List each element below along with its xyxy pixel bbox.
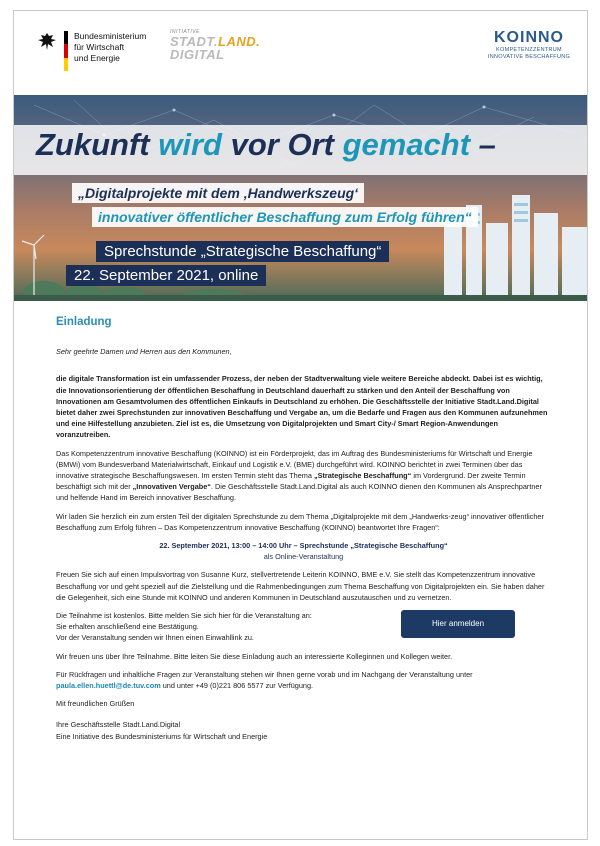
bmwi-line-1: Bundesministerium — [74, 31, 147, 41]
paragraph-invite: Wir laden Sie herzlich ein zum ersten Teil der digitalen Sprechstunde zu dem Thema „Digitalprojekte mit dem „Handwerks-zeug“ innovativer öffentlicher Beschaffung zum Erfolg führen – Das Kompetenzzentrum innovative Beschaffung (KOINNO) beantwortet Ihre Fragen“: — [56, 511, 544, 532]
p2-text-a: Das Kompetenzzentrum innovative Beschaffung (KOINNO) ist ein Förderprojekt, das im Auftrag des Bundesministeriums für Wirtschaft und Energie (BMWi) vom Bundesverband Materialwirtschaft, Einkauf und Logistik e.V. (BME) durchgeführt wird. KOINNO berichtet in zwei Terminen über das innovative strategische Beschaffungswesen. Im ersten Termin steht das Thema — [56, 448, 533, 481]
title-part-a: Zukunft — [36, 127, 159, 162]
stadt-land-digital-logo — [170, 29, 261, 69]
paragraph-koinno — [56, 448, 551, 504]
hero-tag-session: Sprechstunde „Strategische Beschaffung“ — [96, 241, 389, 262]
paragraph-speaker: Freuen Sie sich auf einen Impulsvortrag von Susanne Kurz, stellvertretende Leiterin KOINNO, BME e.V. Sie stellt das Kompetenzzentrum innovative Beschaffung vor und geht speziell auf die Zielstellung und die Rahmenbedingungen zum Thema Beschaffung von Digitalprojekten ein. Sie haben daher die Gelegenheit, sich eine Stunde mit KOINNO und anderen Kommunen in Deutschland auszutauschen und zu vernetzen. — [56, 570, 545, 602]
register-button[interactable]: Hier anmelden — [401, 610, 515, 638]
event-details — [56, 540, 551, 562]
ssl-line2: DIGITAL — [170, 47, 225, 62]
p2-innovative: „Innovativen Vergabe“ — [132, 482, 211, 492]
hero-banner — [14, 95, 588, 301]
title-part-e: – — [470, 127, 496, 162]
title-part-d: gemacht — [342, 127, 471, 162]
paragraph-intro: die digitale Transformation ist ein umfassender Prozess, der neben der Stadtverwaltung viele weitere Bereiche abdeckt. Dabei ist es wichtig, die Innovationsorientierung der öffentlichen Beschaffung in Deutschland dauerhaft zu stärken und den Anteil der Beschaffung von Innovationen am Gesamtvolumen des öffentlichen Einkaufs in Deutschland zu erhöhen. Die Geschäftsstelle der Initiative Stadt.Land.Digital bietet daher zwei Sprechstunden zur innovativen Beschaffung und Vergabe an, um die Bedarfe und Fragen aus den Kommunen aufzunehmen und eine Hilfestellung anzubieten. Ziel ist es, die Umsetzung von Digitalprojekten und Smart City-/ Smart Region-Anwendungen voranzutreiben. — [56, 374, 548, 440]
event-line: 22. September 2021, 13:00 – 14:00 Uhr – Sprechstunde „Strategische Beschaffung“ — [159, 541, 448, 551]
flag-icon — [64, 31, 68, 71]
p2-text-c: im Vordergrund. Der zweite Termin beschäftigt sich mit der — [56, 471, 526, 492]
p6-text-a: Für Rückfragen und inhaltliche Fragen zur Veranstaltung stehen wir Ihnen gerne vorab und im Nachgang der Veranstaltung unter — [56, 669, 473, 679]
koinno-sub2: INNOVATIVE BESCHAFFUNG — [487, 54, 571, 60]
registration-block — [56, 610, 551, 644]
title-part-b: wird — [158, 127, 222, 162]
paragraph-contact — [56, 669, 551, 691]
koinno-logo — [484, 29, 574, 61]
koinno-sub1: KOMPETENZZENTRUM — [496, 47, 562, 53]
hero-title — [36, 127, 496, 163]
ssl-initiative: INITIATIVE — [170, 29, 200, 35]
paragraph-forward: Wir freuen uns über Ihre Teilnahme. Bitte leiten Sie diese Einladung auch an interessierte Kolleginnen und Kollegen weiter. — [56, 651, 453, 661]
invitation-body — [56, 317, 551, 742]
event-sub: als Online-Veranstaltung — [263, 552, 344, 562]
title-part-c: vor Ort — [221, 127, 343, 162]
p2-text-e: . Die Geschäftsstelle Stadt.Land.Digital als auch KOINNO dienen den Kommunen als Ansprechpartner und helfende Hand im Bereich innovativer Beschaffung. — [56, 482, 542, 503]
eagle-icon — [36, 31, 58, 53]
contact-email-link[interactable]: paula.ellen.huettl@de.tuv.com — [56, 681, 161, 691]
signature-line-1: Ihre Geschäftsstelle Stadt.Land.Digital — [56, 720, 181, 730]
bmwi-logo — [36, 31, 146, 71]
koinno-name: KOINNO — [494, 29, 564, 46]
p2-strategic: „Strategische Beschaffung“ — [313, 471, 412, 481]
greeting: Sehr geehrte Damen und Herren aus den Kommunen, — [56, 347, 232, 357]
hero-tag-date: 22. September 2021, online — [66, 265, 266, 286]
reg-line-2: Sie erhalten anschließend eine Bestätigung. — [56, 622, 199, 632]
reg-line-1: Die Teilnahme ist kostenlos. Bitte melden Sie sich hier für die Veranstaltung an: — [56, 611, 312, 621]
bmwi-line-3: und Energie — [74, 53, 120, 63]
bmwi-line-2: für Wirtschaft — [74, 42, 125, 52]
closing: Mit freundlichen Grüßen — [56, 699, 135, 709]
p6-text-b: und unter +49 (0)221 806 5577 zur Verfügung. — [160, 681, 314, 691]
ssl-line1b: LAND. — [218, 34, 261, 49]
ssl-line1a: STADT. — [170, 34, 219, 49]
logo-bar — [14, 11, 588, 95]
invitation-heading: Einladung — [56, 316, 112, 328]
hero-subtitle-1: „Digitalprojekte mit dem ‚Handwerkszeug‘ — [72, 183, 364, 203]
hero-subtitle-2: innovativer öffentlicher Beschaffung zum Erfolg führen“ — [92, 207, 478, 227]
invitation-page — [13, 10, 588, 840]
signature-line-2: Eine Initiative des Bundesministeriums für Wirtschaft und Energie — [56, 731, 268, 741]
reg-line-3: Vor der Veranstaltung senden wir Ihnen einen Einwahllink zu. — [56, 633, 254, 643]
